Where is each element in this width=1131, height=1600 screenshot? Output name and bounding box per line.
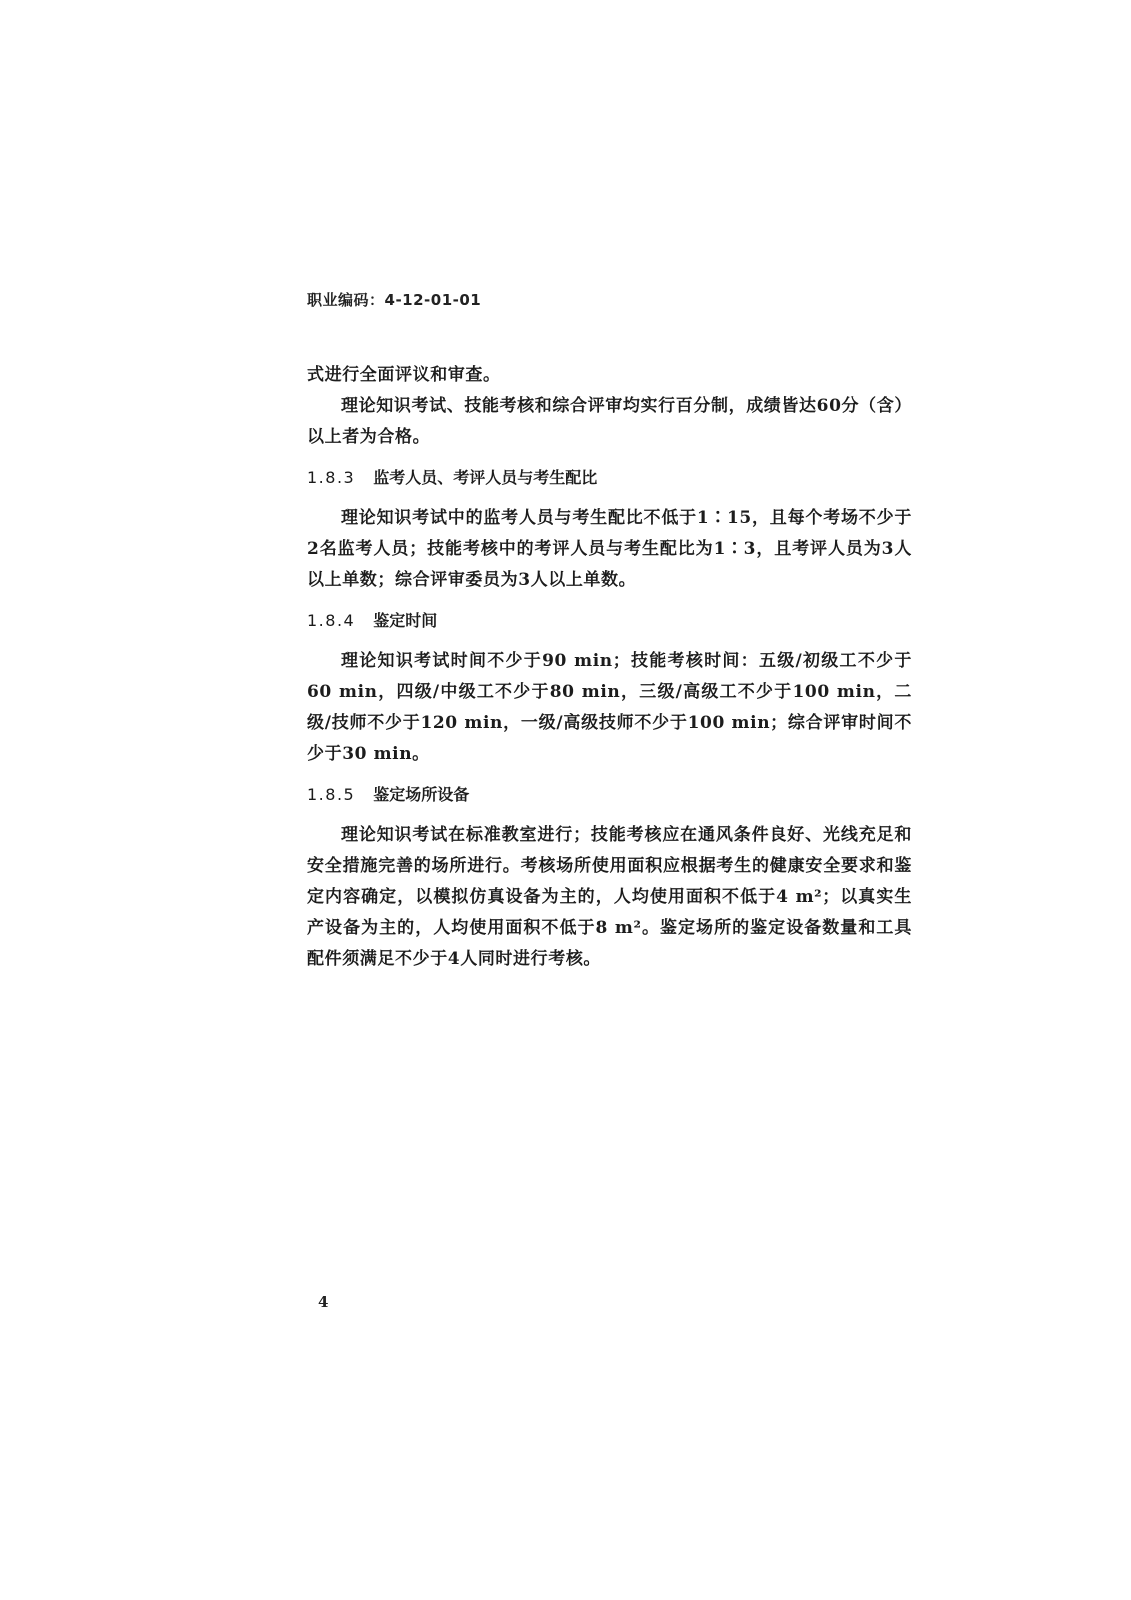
page-number: 4 — [318, 1293, 329, 1311]
occupation-code-header: 职业编码：4-12-01-01 — [307, 291, 482, 309]
section-title: 鉴定时间 — [373, 611, 438, 630]
section-title: 鉴定场所设备 — [373, 785, 470, 804]
section-heading-1-8-3 — [307, 463, 912, 493]
section-number: 1.8.5 — [307, 785, 356, 804]
section-paragraph-1-8-4: 理论知识考试时间不少于90 min；技能考核时间：五级/初级工不少于60 min，四级/中级工不少于80 min，三级/高级工不少于100 min，二级/技师不少于120 min，一级/高级技师不少于100 min；综合评审时间不少于30 min。 — [307, 651, 912, 764]
section-paragraph-1-8-3: 理论知识考试中的监考人员与考生配比不低于1∶15，且每个考场不少于2名监考人员；技能考核中的考评人员与考生配比为1∶3，且考评人员为3人以上单数；综合评审委员为3人以上单数。 — [307, 508, 912, 590]
section-title: 监考人员、考评人员与考生配比 — [373, 468, 598, 487]
section-heading-1-8-5 — [307, 780, 912, 810]
section-number: 1.8.3 — [307, 468, 356, 487]
section-heading-1-8-4 — [307, 606, 912, 636]
paragraph-scoring: 理论知识考试、技能考核和综合评审均实行百分制，成绩皆达60分（含）以上者为合格。 — [307, 396, 912, 447]
section-paragraph-1-8-5: 理论知识考试在标准教室进行；技能考核应在通风条件良好、光线充足和安全措施完善的场所进行。考核场所使用面积应根据考生的健康安全要求和鉴定内容确定，以模拟仿真设备为主的，人均使用面积不低于4 m²；以真实生产设备为主的，人均使用面积不低于8 m²。鉴定场所的鉴定设备数量和工具配件须满足不少于4人同时进行考核。 — [307, 825, 912, 969]
paragraph-intro-tail: 式进行全面评议和审查。 — [307, 365, 501, 385]
section-number: 1.8.4 — [307, 611, 356, 630]
page-body — [307, 360, 912, 975]
